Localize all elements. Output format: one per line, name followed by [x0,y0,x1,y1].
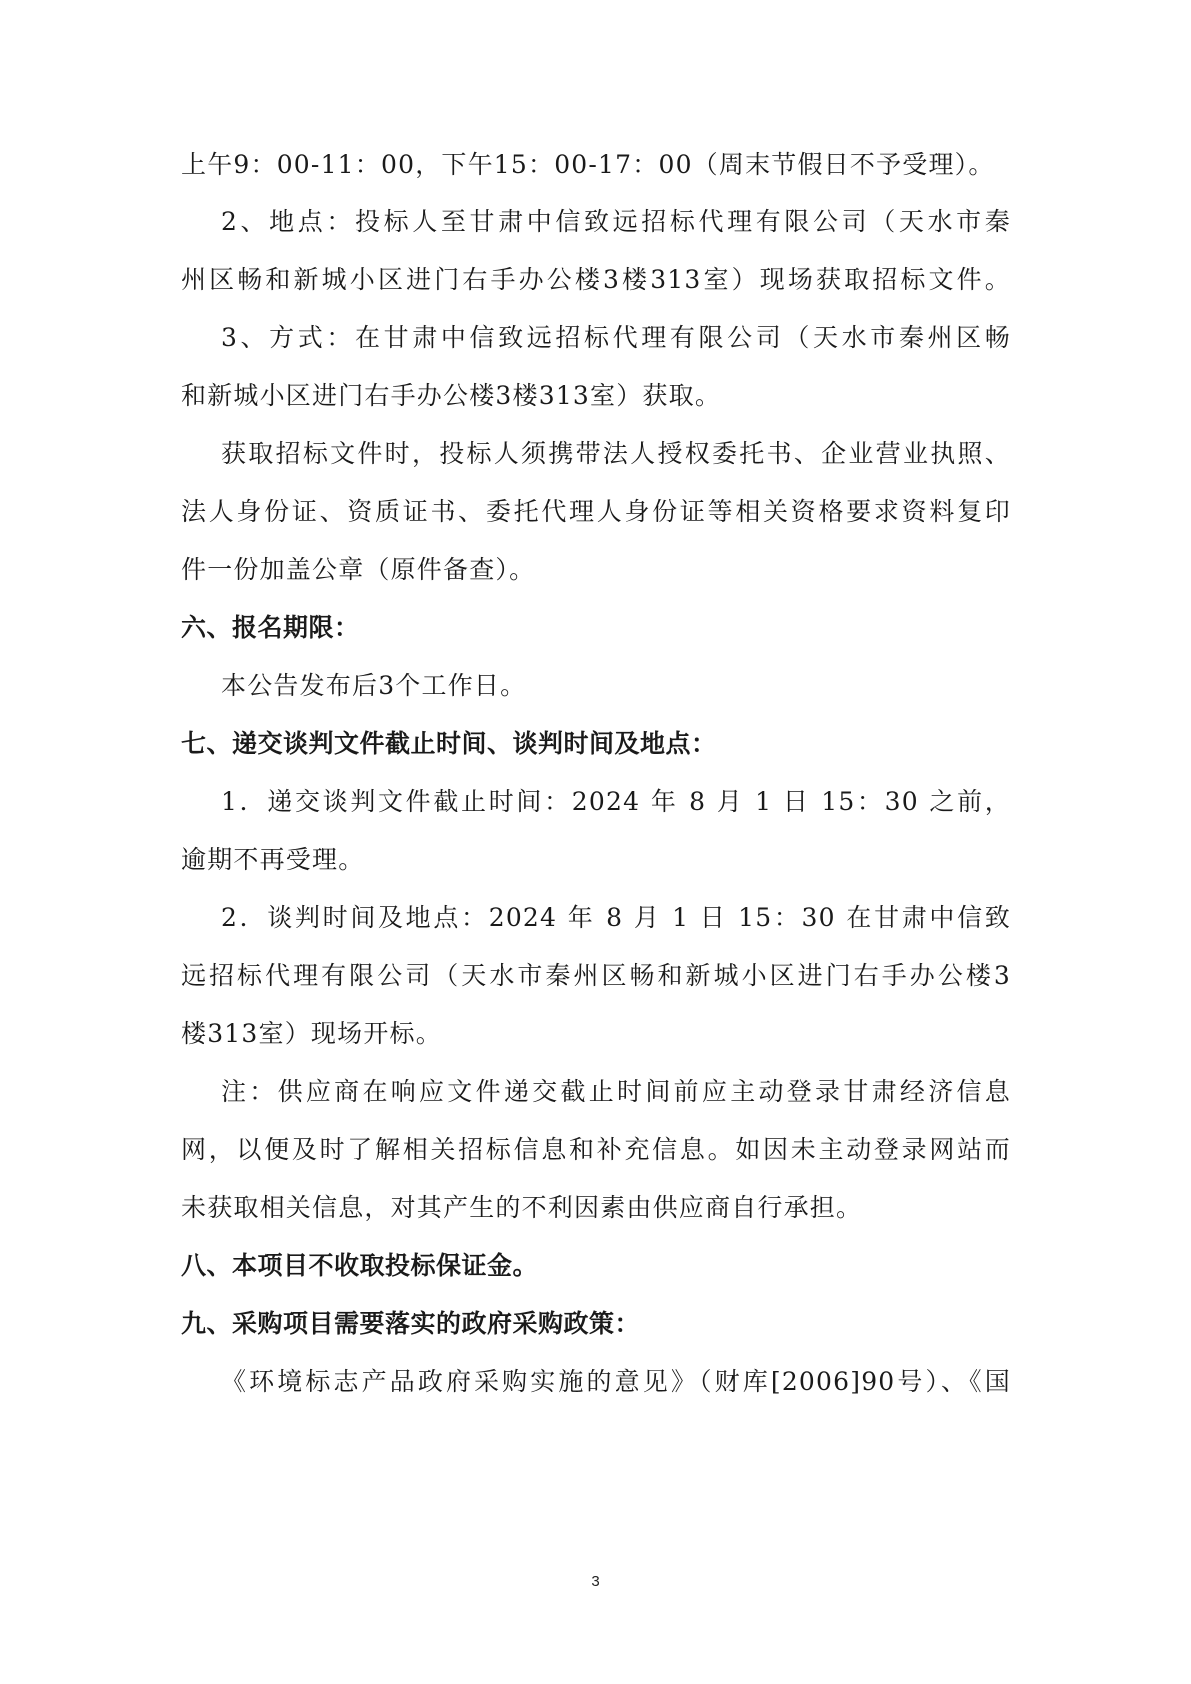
page-number: 3 [591,1573,600,1590]
section-heading: 八、本项目不收取投标保证金。 [181,1251,539,1280]
paragraph-line: 逾期不再受理。 [181,845,365,874]
paragraph-line: 1．递交谈判文件截止时间：2024 年 8 月 1 日 15：30 之前， [221,787,1011,816]
paragraph-line: 州区畅和新城小区进门右手办公楼3楼313室）现场获取招标文件。 [181,265,1011,294]
paragraph-line: 件一份加盖公章（原件备查）。 [181,555,536,584]
paragraph-line: 楼313室）现场开标。 [181,1019,442,1048]
paragraph-line: 未获取相关信息，对其产生的不利因素由供应商自行承担。 [181,1193,863,1222]
paragraph-line: 2、地点：投标人至甘肃中信致远招标代理有限公司（天水市秦 [221,207,1011,236]
paragraph-line: 和新城小区进门右手办公楼3楼313室）获取。 [181,381,722,410]
paragraph-line: 本公告发布后3个工作日。 [221,671,527,700]
paragraph-line: 法人身份证、资质证书、委托代理人身份证等相关资格要求资料复印 [181,497,1011,526]
paragraph-line: 《环境标志产品政府采购实施的意见》（财库[2006]90号）、《国 [221,1367,1011,1396]
paragraph-line: 网，以便及时了解相关招标信息和补充信息。如因未主动登录网站而 [181,1135,1011,1164]
paragraph-line: 远招标代理有限公司（天水市秦州区畅和新城小区进门右手办公楼3 [181,961,1011,990]
paragraph-line: 上午9：00-11：00，下午15：00-17：00（周末节假日不予受理）。 [181,150,995,179]
paragraph-line: 注：供应商在响应文件递交截止时间前应主动登录甘肃经济信息 [221,1077,1011,1106]
section-heading: 七、递交谈判文件截止时间、谈判时间及地点： [181,729,717,758]
section-heading: 六、报名期限： [181,613,360,642]
paragraph-line: 3、方式：在甘肃中信致远招标代理有限公司（天水市秦州区畅 [221,323,1011,352]
paragraph-line: 2．谈判时间及地点：2024 年 8 月 1 日 15：30 在甘肃中信致 [221,903,1011,932]
paragraph-line: 获取招标文件时，投标人须携带法人授权委托书、企业营业执照、 [221,439,1011,468]
section-heading: 九、采购项目需要落实的政府采购政策： [181,1309,641,1338]
